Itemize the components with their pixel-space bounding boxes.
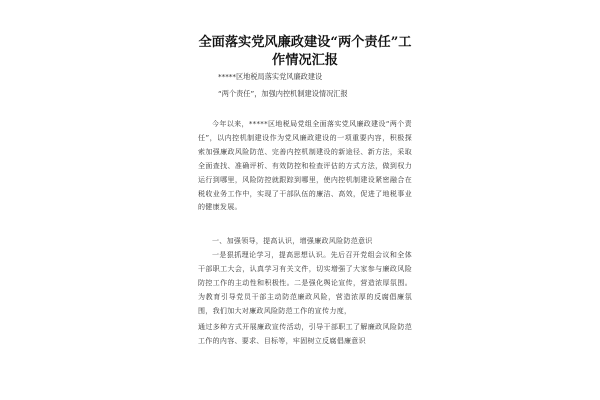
document-subtitle-line: “两个责任”，加强内控机制建设情况汇报: [218, 89, 348, 98]
paragraph-section-1-continued: 通过多种方式开展廉政宣传活动，引导干部职工了解廉政风险防范工作的内容、要求、目标等，牢固树立反腐倡廉意识: [198, 323, 412, 345]
paragraph-intro: 今年以来，*****区地税局党组全面落实党风廉政建设“两个责任”，以内控机制建设作为党风廉政建设的一项重要内容，积极探索加强廉政风险防范、完善内控机制建设的新途径、新方法，采取全面查找、准确评析、有效防控和检查评估的方式方法，做到权力运行到哪里，风险防控就跟踪到哪里，使内控机制建设紧密融合在税收业务工作中，实现了干部队伍的廉洁、高效，促进了地税事业的健康发展。: [198, 120, 412, 212]
document-title: 全面落实党风廉政建设“两个责任”工作情况汇报: [198, 35, 412, 68]
paragraph-section-1: 一是狠抓理论学习，提高思想认识。先后召开党组会议和全体干部职工大会，认真学习有关文件，切实增强了大家参与廉政风险防控工作的主动性和积极性。二是强化舆论宣传，营造浓厚氛围。为教育引导党员干部主动防范廉政风险，营造浓厚的反腐倡廉氛围，我们加大对廉政风险防范工作的宣传力度，: [198, 251, 412, 315]
section-heading-1: 一、加强领导，提高认识，增强廉政风险防范意识: [212, 237, 373, 245]
document-author-line: *****区地税局落实党风廉政建设: [218, 72, 323, 81]
